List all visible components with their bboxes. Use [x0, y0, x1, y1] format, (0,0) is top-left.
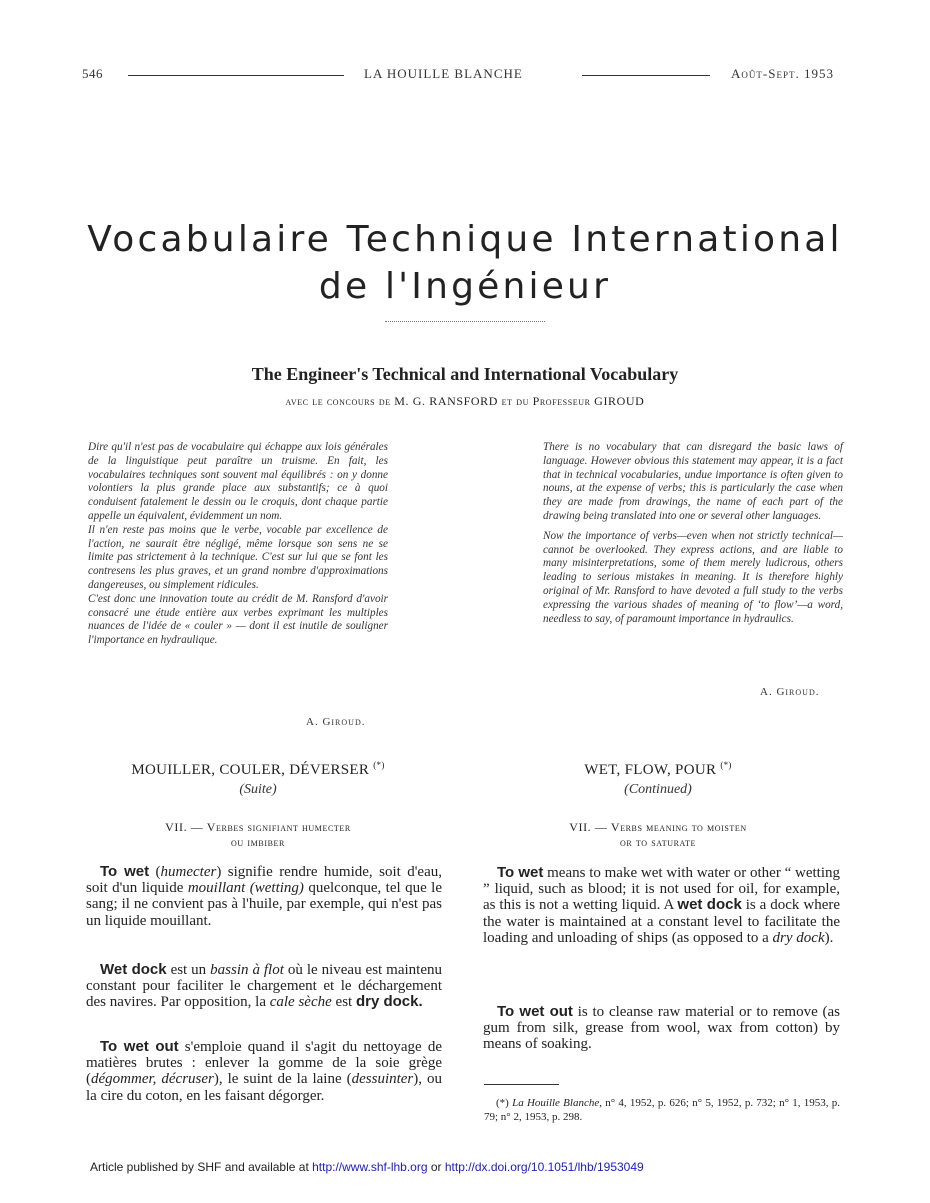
header-rule-left — [128, 75, 344, 76]
doi-link[interactable]: http://dx.doi.org/10.1051/lhb/1953049 — [444, 1160, 644, 1174]
intro-fr-paragraph: Dire qu'il n'est pas de vocabulaire qui échappe aux lois générales de la linguistique peut paraître un truisme. En fait, les vocabulaires techniques sont souvent mal équilibrés : on y donne volontiers la plus grande place aux substantifs; ce à quoi conduisent fatalement le dessin ou le croquis, dont chaque partie appelle un équivalent, évidemment un nom. — [88, 441, 388, 522]
entry-term: wet dock — [677, 896, 742, 914]
article-title-line2: de l'Ingénieur — [318, 266, 612, 307]
intro-en-paragraph: Now the importance of verbs—even when not strictly technical—cannot be overlooked. They express actions, and are liable to many misinterpretations, some of them merely ludicrous, others leading to serious mistakes in meaning. It is therefore highly original of Mr. Ransford to have devoted a full study to the verbs expressing the various shades of meaning of ‘to flow’—a word, needless to say, of paramount importance in hydraulics. — [543, 529, 843, 625]
entry-term: To wet — [100, 863, 150, 880]
entry-term: dry dock. — [355, 993, 423, 1011]
subsection-en-line2: or to saturate — [619, 835, 697, 849]
entry-fr-wet-dock: Wet dock est un bassin à flot où le niveau est maintenu constant pour faciliter le chargement et le déchargement des navires. Par opposition, la cale sèche est dry dock. — [86, 961, 442, 1011]
section-title-fr — [88, 760, 428, 779]
publisher-credit: Article published by SHF and available at http://www.shf-lhb.org or http://dx.doi.org/10.1051/lhb/1953049 — [90, 1160, 644, 1174]
intro-en-signature: A. Giroud. — [760, 686, 820, 698]
section-title-en-text: WET, FLOW, POUR — [584, 762, 717, 778]
intro-fr-signature: A. Giroud. — [306, 716, 366, 728]
entry-gloss: cale sèche — [269, 994, 332, 1011]
footnote — [484, 1097, 840, 1124]
entry-gloss: dessuinter — [351, 1071, 414, 1088]
footnote-mark: (*) — [496, 1097, 509, 1109]
journal-name: LA HOUILLE BLANCHE — [364, 66, 523, 81]
entry-fr-to-wet: To wet (humecter) signifie rendre humide, soit d'eau, soit d'un liquide mouillant (wetting) quelconque, tel que le sang; il ne convient pas à l'huile, par exemple, qui n'est pas un liquide mouillant. — [86, 863, 442, 929]
entry-gloss: bassin à flot — [210, 962, 284, 978]
entry-gloss: humecter — [160, 864, 217, 880]
entry-gloss: mouillant (wetting) — [187, 880, 304, 897]
footnote-mark: (*) — [373, 760, 385, 770]
entry-gloss: dry dock — [772, 929, 825, 946]
header-rule-right — [582, 75, 710, 76]
title-divider — [385, 321, 545, 322]
entry-term: To wet out — [100, 1038, 179, 1055]
subsection-fr-line2: ou imbiber — [231, 835, 285, 849]
footnote-refs: , n° 4, 1952, p. 626; n° 5, 1952, p. 732; n° 1, 1953, p. 79; n° 2, 1953, p. 298. — [484, 1097, 841, 1123]
intro-fr-paragraph: Il n'en reste pas moins que le verbe, vocable par excellence de l'action, ne saurait être négligé, même lorsque son sens ne se limite pas strictement à la technique. C'est sur lui que se font les contresens les plus graves, et un grand nombre d'approximations dangereuses, ou simplement ridicules. — [88, 523, 388, 591]
subsection-heading-fr — [88, 820, 428, 850]
footnote-rule — [484, 1084, 559, 1085]
section-title-en — [490, 760, 826, 779]
entry-term: To wet out — [497, 1003, 573, 1020]
intro-english — [543, 441, 843, 626]
subsection-en-line1: VII. — Verbs meaning to moisten — [569, 820, 747, 834]
entry-en-to-wet: To wet means to make wet with water or other “ wetting ” liquid, such as blood; it is not used for oil, for example, as this is not a wetting liquid. A wet dock is a dock where the water is maintained at a constant level to facilitate the loading and unloading of ships (as opposed to a dry dock). — [483, 864, 841, 946]
subsection-heading-en — [490, 820, 826, 850]
article-title-line1: Vocabulaire Technique International — [87, 219, 843, 260]
footnote-source: La Houille Blanche — [512, 1097, 600, 1109]
shf-link[interactable]: http://www.shf-lhb.org — [312, 1160, 428, 1174]
section-title-fr-text: MOUILLER, COULER, DÉVERSER — [131, 762, 370, 778]
intro-fr-paragraph: C'est donc une innovation toute au crédit de M. Ransford d'avoir consacré une étude entière aux verbes exprimant les multiples nuances de l'idée de « couler » — dont il est inutile de souligner l'importance en hydraulique. — [88, 592, 388, 647]
issue-date: Août-Sept. 1953 — [731, 66, 834, 81]
contributors-line: avec le concours de M. G. RANSFORD et du Professeur GIROUD — [285, 394, 645, 408]
entry-term: Wet dock — [100, 961, 167, 978]
section-continued-fr: (Suite) — [239, 782, 277, 797]
entry-term: To wet — [497, 864, 544, 881]
footnote-mark: (*) — [720, 760, 732, 770]
subsection-fr-line1: VII. — Verbes signifiant humecter — [165, 820, 351, 834]
intro-french — [88, 441, 388, 648]
entry-fr-to-wet-out: To wet out s'emploie quand il s'agit du nettoyage de matières brutes : enlever la gomme de la soie grège (dégommer, décruser), le suint de la laine (dessuinter), ou la cire du coton, en les faisant dégorger. — [86, 1038, 443, 1104]
entry-en-to-wet-out: To wet out is to cleanse raw material or to remove (as gum from silk, grease from wool, wax from cotton) by means of soaking. — [483, 1003, 841, 1053]
intro-en-paragraph: There is no vocabulary that can disregard the basic laws of language. However obvious this statement may appear, it is a fact that in technical vocabularies, undue importance is often given to nouns, at the expense of verbs; this is particularly the case when they are made from drawings, the name of each part of the drawing being translated into one or several other languages. — [543, 441, 843, 522]
page-number: 546 — [82, 66, 103, 81]
section-continued-en: (Continued) — [624, 782, 692, 797]
article-subtitle: The Engineer's Technical and International Vocabulary — [251, 364, 679, 384]
entry-gloss: dégommer, décruser — [91, 1071, 214, 1088]
